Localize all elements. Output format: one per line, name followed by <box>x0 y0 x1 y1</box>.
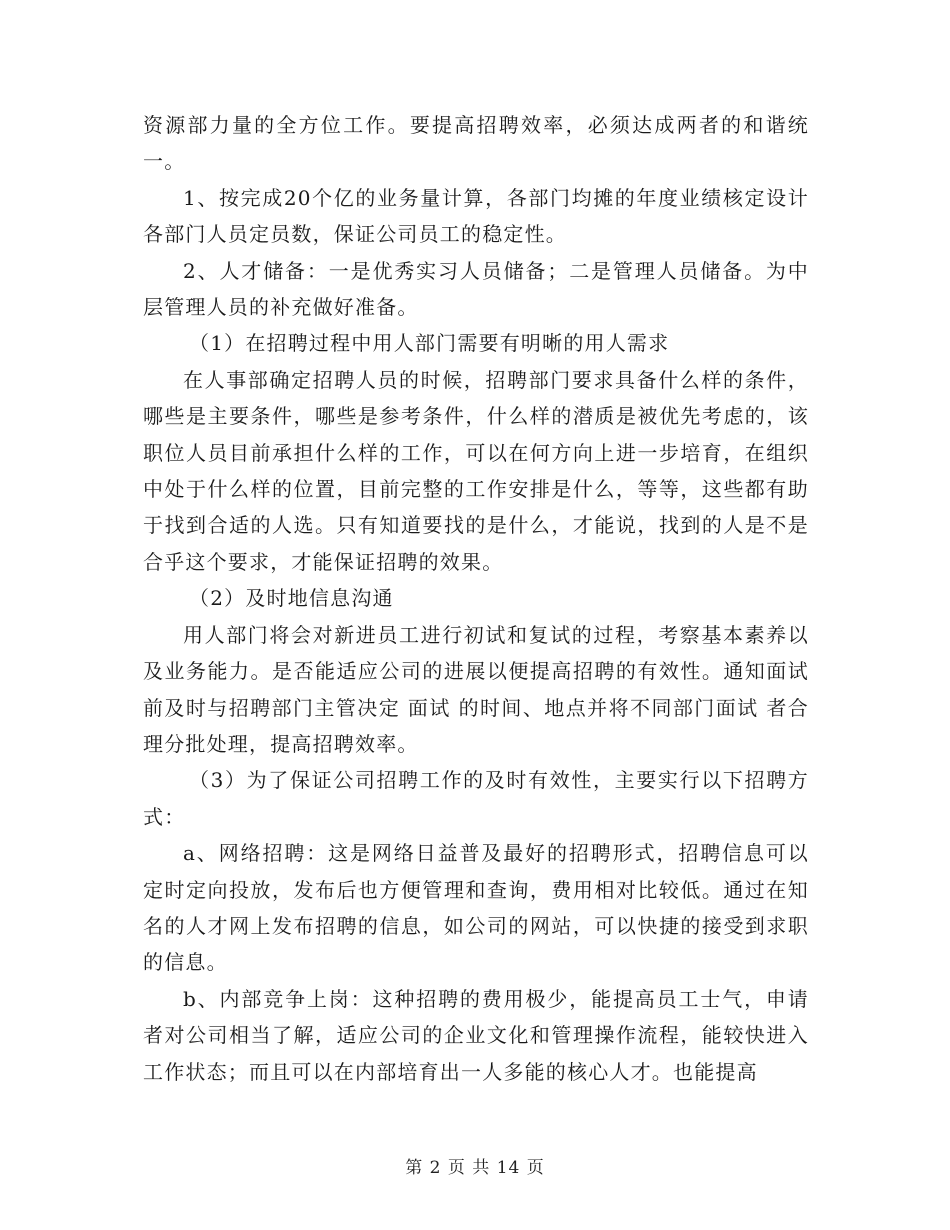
subheading-1: （1）在招聘过程中用人部门需要有明晰的用人需求 <box>189 331 670 356</box>
page-label-middle: 页 共 <box>447 1158 491 1178</box>
paragraph-sub-2: 用人部门将会对新进员工进行初试和复试的过程，考察基本素养以及业务能力。是否能适应公司的进展以便提高招聘的有效性。通知面试 前及时与招聘部门主管决定 面试 的时间、地点并将不同部门面试 者合理分批处理，提高招聘效率。 <box>143 622 809 756</box>
subheading-2: （2）及时地信息沟通 <box>189 586 394 611</box>
current-page-number: 2 <box>429 1158 442 1178</box>
paragraph-item-2: 2、人才储备：一是优秀实习人员储备；二是管理人员储备。为中层管理人员的补充做好准备。 <box>143 258 809 320</box>
page-label-prefix: 第 <box>405 1158 424 1178</box>
paragraph-continuation: 资源部力量的全方位工作。要提高招聘效率，必须达成两者的和谐统一。 <box>143 113 809 174</box>
subheading-3: （3）为了保证公司招聘工作的及时有效性，主要实行以下招聘方式： <box>143 768 809 829</box>
paragraph-method-b: b、内部竞争上岗：这种招聘的费用极少，能提高员工士气，申请者对公司相当了解，适应公司的企业文化和管理操作流程，能较快进入工作状态；而且可以在内部培育出一人多能的核心人才。也能提高 <box>143 986 809 1084</box>
paragraph-sub-1: 在人事部确定招聘人员的时候，招聘部门要求具备什么样的条件，哪些是主要条件，哪些是参考条件，什么样的潜质是被优先考虑的，该职位人员目前承担什么样的工作，可以在何方向上进一步培育，在组织中处于什么样的位置，目前完整的工作安排是什么，等等，这些都有助于找到合适的人选。只有知道要找的是什么，才能说，找到的人是不是合乎这个要求，才能保证招聘的效果。 <box>143 367 809 574</box>
document-body <box>143 107 809 1090</box>
paragraph-method-a: a、网络招聘：这是网络日益普及最好的招聘形式，招聘信息可以定时定向投放，发布后也方便管理和查询，费用相对比较低。通过在知名的人才网上发布招聘的信息，如公司的网站，可以快捷的接受到求职 的信息。 <box>143 841 809 975</box>
page-footer <box>0 1153 950 1178</box>
total-pages-number: 14 <box>496 1158 521 1178</box>
page-label-suffix: 页 <box>526 1158 545 1178</box>
paragraph-item-1: 1、按完成20个亿的业务量计算，各部门均摊的年度业绩核定设计各部门人员定员数，保证公司员工的稳定性。 <box>143 185 809 247</box>
